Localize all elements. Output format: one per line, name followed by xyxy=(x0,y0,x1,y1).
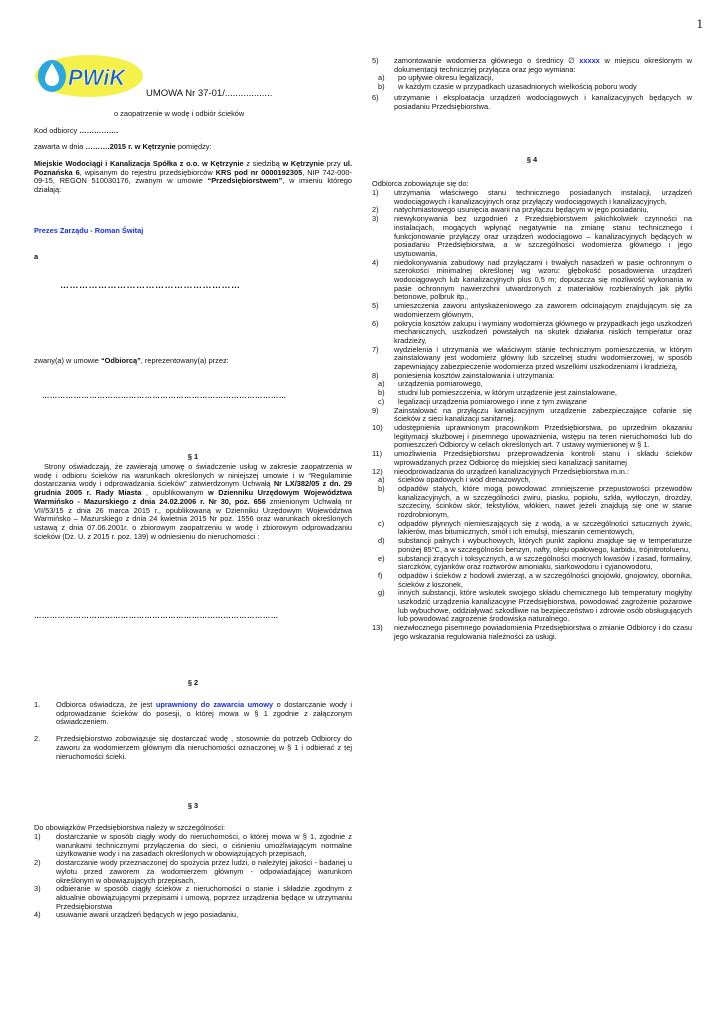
section-3-item: 4) usuwanie awarii urządzeń będących w jego posiadaniu, xyxy=(34,910,239,920)
section-3-item: 2) dostarczanie wody przeznaczonej do spożycia przez ludzi, o należytej jakości - badanej u wylotu przed zaworem za wodomierzem głównym - odpowiadającej warunkom określonym w obowiązujących przepisach, xyxy=(34,858,352,885)
section-4-subitem: d) substancji palnych i wybuchowych, których punkt zapłonu znajduje się w temperaturze poniżej 85°C, a w szczególności benzyn, nafty, oleju opałowego, karbidu, trójnitrotoluenu, xyxy=(378,536,692,554)
section-3-list-continued xyxy=(372,57,692,111)
water-drop-logo-icon xyxy=(34,54,144,98)
client-name-dots: ………………………………………………… xyxy=(60,280,241,290)
section-4-heading: § 4 xyxy=(526,155,538,164)
section-4-list xyxy=(372,189,692,642)
contract-subtitle: o zaopatrzenie w wodę i odbiór ścieków xyxy=(114,109,245,118)
section-4-subitem: g) innych substancji, które wskutek swojego składu chemicznego lub temperatury mogłyby uszkodzić urządzenia kanalizacyjne Przedsiębiorstwa, powodować zagrożenie pożarowe lub wybuchowe, oddziaływać szkodliwie na bezpieczeństwo i zdrowie osób obsługujących lub powodować zagrożenie środowiska naturalnego. xyxy=(378,588,692,624)
section-2-heading: § 2 xyxy=(187,678,199,687)
section-4-intro: Odbiorca zobowiązuje się do: xyxy=(372,179,469,188)
section-4-subitem: a) ścieków opadowych i wód drenażowych, xyxy=(378,475,531,485)
client-code: Kod odbiorcy ……………. xyxy=(34,126,119,135)
section-4-item: 8) poniesienia kosztów zainstalowania i utrzymania: xyxy=(372,370,555,380)
section-3-item: 1) dostarczanie w sposób ciągły wody do nieruchomości, o której mowa w § 1, zgodnie z warunkami technicznymi przyłączenia do sieci, o ciśnieniu umożliwiającym normalne użytkowanie wody i na zasadach określonych w obowiązujących przepisach, xyxy=(34,832,352,859)
section-3-subitem: b) w każdym czasie w przypadkach uzasadnionych wielkością poboru wody xyxy=(378,82,637,92)
section-4-item: 9) Zainstalować na przyłączu kanalizacyjnym urządzenie zabezpieczające cofanie się ścieków z sieci kanalizacji sanitarnej. xyxy=(372,405,692,424)
section-4-item: 12) nieodprowadzania do urządzeń kanalizacyjnych Przedsiębiorstwa m.in.: xyxy=(372,466,629,476)
section-2-list xyxy=(34,701,352,761)
section-4-subitem: c) odpadów płynnych niemieszających się z wodą, a w szczególności sztucznych żywic, lakierów, mas bitumicznych, smół i ich emulsji, mieszanin cementowych, xyxy=(378,518,692,537)
section-4-subitem: e) substancji żrących i toksycznych, a w szczególności mocnych kwasów i zasad, formaliny, siarczków, cyjanków oraz roztworów amoniaku, siarkowodoru i cyjanowodoru, xyxy=(378,553,692,572)
contract-title: UMOWA Nr 37-01/.................. xyxy=(146,88,273,99)
page-number: 1 xyxy=(696,16,703,31)
logo-text: PWiK xyxy=(68,65,126,90)
section-1-text: Strony oświadczają, że zawierają umowę o świadczenie usług w zakresie zaopatrzenia w wodę i odbioru ścieków na warunkach określonych w niniejszej umowie i w “Regulaminie dostarczania wody i odprowadzania ścieków” zatwierdzonym Uchwałą Nr LX/382/05 z dn. 29 grudnia 2005 r. Rady Miasta , opublikowanym w Dzienniku Urzędowym Województwa Warmińsko - Mazurskiego z dnia 24.02.2006 r. Nr 30, poz. 656 zmienionym Uchwałą nr VII/53/15 z dnia 26 marca 2015 r., opublikowaną w Dzienniku Urzędowym Województwa Warmińsko – Mazurskiego z dnia 24 kwietnia 2015 Nr poz. 1556 oraz warunkach określonych ustawą z dnia 07.06.2001r. o zbiorowym zaopatrzeniu w wodę i zbiorowym odprowadzaniu ścieków (Dz. U. z 2015 r. poz. 139) w odniesieniu do nieruchomości : xyxy=(34,462,353,541)
section-4-item: 10) udostępnienia uprawnionym pracownikom Przedsiębiorstwa, po uprzednim okazaniu legitymacji służbowej i pisemnego upoważnienia, wstępu na teren nieruchomości lub do pomieszczeń Odbiorcy w celach określonych art. 7 ustawy wymienionej w § 1. xyxy=(372,422,692,450)
and-label: a xyxy=(34,252,39,261)
section-2-item: 2. Przedsiębiorstwo zobowiązuje się dostarczać wodę , stosownie do potrzeb Odbiorcy do zaworu za wodomierzem głównym dla nieruchomości oznaczonej w § 1 i odbierać z tej nieruchomości ścieki. xyxy=(34,734,352,761)
section-4-subitem: f) odpadów i ścieków z hodowli zwierząt, a w szczególności gnojówki, gnojowicy, obornika, ścieków z kiszonek, xyxy=(378,570,692,589)
section-4-item: 4) niedokonywania zabudowy nad przyłączami i trwałych nasadzeń w pasie ochronnym o szerokości minimalnej określonej wg wzoru: głębokość posadowienia urządzeń wodociągowych lub kanalizacyjnych plus 0,5 m; dopuszcza się możliwość wykonania w pasie ochronnym nawierzchni utwardzonych z materiałów rozbieralnych jak płytki betonowe, polbruk itp., xyxy=(372,257,692,302)
section-3-subitem: a) po upływie okresu legalizacji, xyxy=(378,73,494,83)
section-3-item: 5) zamontowanie wodomierza głównego o średnicy ∅ xxxxx w miejscu określonym w dokumentacji technicznej przyłącza oraz jego wymiana: xyxy=(372,56,692,74)
section-4-item: 2) natychmiastowego usunięcia awarii na przyłączu będącym w jego posiadaniu, xyxy=(372,205,649,215)
client-alias: zwany(a) w umowie “Odbiorcą”, reprezentowany(a) przez: xyxy=(34,356,229,365)
section-3-list xyxy=(34,833,352,920)
section-4-item: 13) niezwłocznego pisemnego powiadomienia Przedsiębiorstwa o zmianie Odbiorcy i do czasu jego wskazania regulowania należności za usługi. xyxy=(372,623,692,641)
section-4-item: 1) utrzymania właściwego stanu technicznego posiadanych instalacji, urządzeń wodociągowych i kanalizacyjnych oraz przyłączy wodociągowych i kanalizacyjnych, xyxy=(372,188,692,206)
section-4-subitem: b) studni lub pomieszczenia, w którym urządzenie jest zainstalowane, xyxy=(378,388,617,398)
conclusion-date: zawarta w dnia ……….2015 r. w Kętrzynie pomiędzy: xyxy=(34,142,212,151)
section-3-item: 3) odbieranie w sposób ciągły ścieków z nieruchomości o stanie i składzie zgodnym z aktualnie obowiązującymi przepisami i umową, poprzez urządzenia będące w utrzymaniu Przedsiębiorstwa xyxy=(34,884,352,911)
property-dots: ………………………………………………………………………………… xyxy=(34,611,279,620)
party-company: Miejskie Wodociągi i Kanalizacja Spółka z o.o. w Kętrzynie z siedzibą w Kętrzynie przy ul. Poznańska 6, wpisanym do rejestru przedsiębiorców KRS pod nr 0000192305, NIP 742-000-09-15, REGON 510030176, zwanym w umowie “Przedsiębiorstwem”, w imieniu którego działają: xyxy=(34,159,352,195)
section-1-heading: § 1 xyxy=(187,452,199,461)
section-4-item: 11) umożliwienia Przedsiębiorstwu przeprowadzenia kontroli stanu i składu ścieków wprowadzanych przez Odbiorcę do miejskiej sieci kanalizacji sanitarnej xyxy=(372,449,692,467)
section-4-item: 6) pokrycia kosztów zakupu i wymiany wodomierza głównego w przypadkach jego uszkodzeń mechanicznych, uszkodzeń powstałych na skutek działania niskich temperatur oraz kradzieży, xyxy=(372,318,692,345)
section-3-intro: Do obowiązków Przedsiębiorstwa należy w szczególności: xyxy=(34,823,226,832)
section-3-heading: § 3 xyxy=(187,801,199,810)
section-4-item: 5) umieszczenia zaworu antyskażeniowego za zaworem odcinającym znajdującym się za wodomierzem głównym, xyxy=(372,301,692,319)
client-rep-dots: ………………………………………………………………………………… xyxy=(42,391,287,400)
section-3-item: 6) utrzymanie i eksploatacja urządzeń wodociągowych i kanalizacyjnych będących w posiadaniu Przedsiębiorstwa. xyxy=(372,92,692,111)
section-4-subitem: b) odpadów stałych, które mogą powodować zmniejszenie przepustowości przewodów kanalizacyjnych, a w szczególności żwiru, piasku, popiołu, szkła, wytłoczyn, drożdży, szczeciny, ścinków skór, tekstyliów, włókien, nawet jeżeli znajdują się one w stanie rozdrobnionym, xyxy=(378,483,692,520)
section-4-item: 7) wydzielenia i utrzymania we właściwym stanie technicznym pomieszczenia, w którym zainstalowany jest wodomierz główny lub szczelnej studni wodomierzowej, w sposób zapewniający zabezpieczenie wodomierza przed wszelkimi uszkodzeniami i kradzieżą, xyxy=(372,344,692,372)
company-representative: Prezes Zarządu - Roman Świtaj xyxy=(34,226,144,235)
section-4-subitem: a) urządzenia pomiarowego, xyxy=(378,379,483,389)
section-2-item: 1. Odbiorca oświadcza, że jest uprawniony do zawarcia umowy o dostarczanie wody i odprowadzanie ścieków do posesji, o której mowa w § 1 zgodnie z załączonym oświadczeniem. xyxy=(34,700,352,727)
section-4-item: 3) niewykonywania bez uzgodnień z Przedsiębiorstwem jakichkolwiek czynności na instalacjach, mogących wpłynąć negatywnie na zmianę stanu technicznego i funkcjonowanie przyłączy oraz urządzeń wodociągowo – kanalizacyjnych będących w posiadaniu Przedsiębiorstwa, a w szczególności wodomierza głównego i jego usytuowania, xyxy=(372,214,692,258)
section-4-subitem: c) legalizacji urządzenia pomiarowego i inne z tym związane xyxy=(378,396,587,406)
